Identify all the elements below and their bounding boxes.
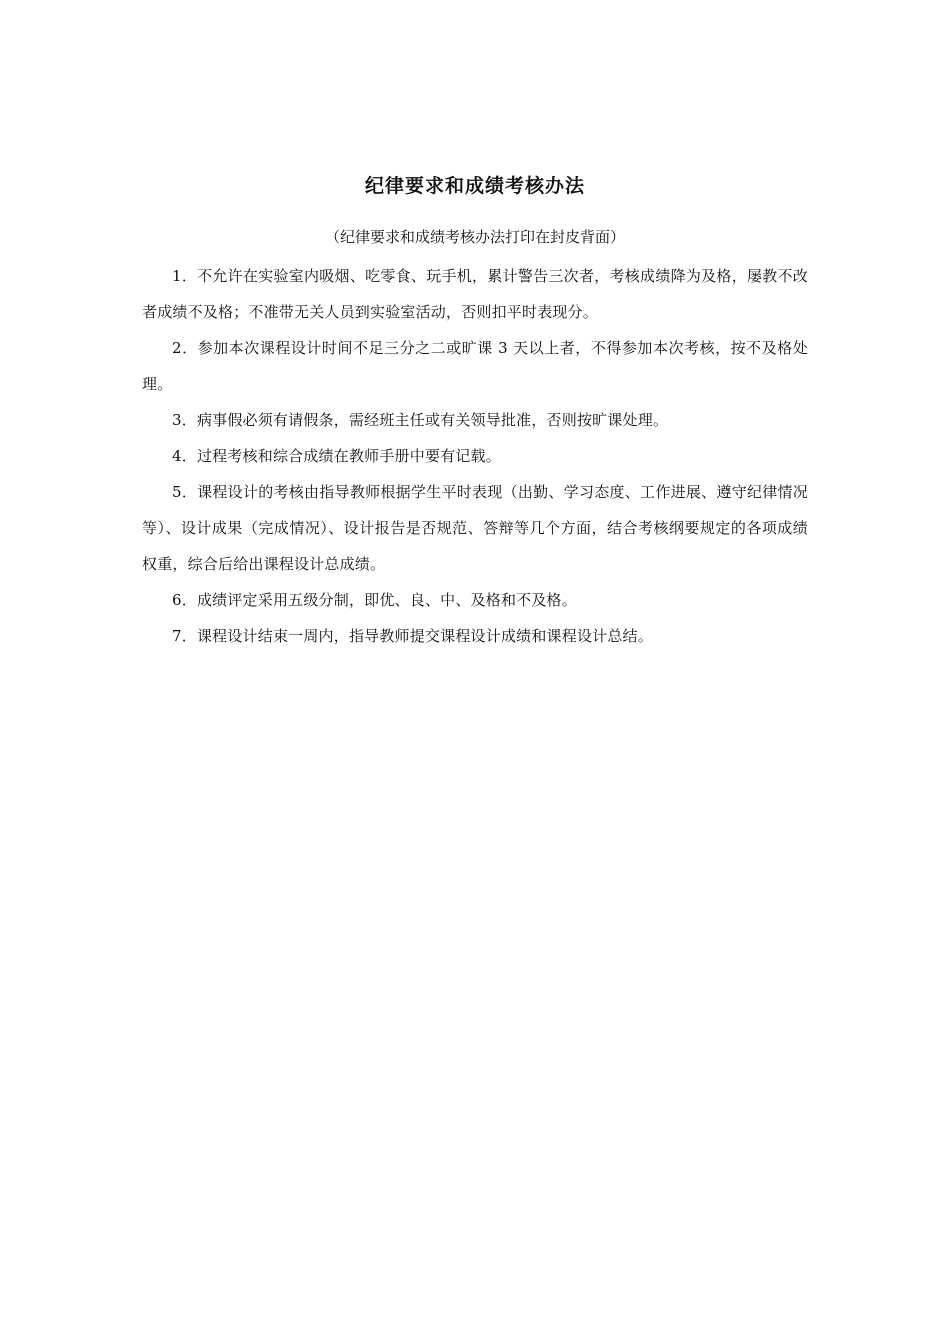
document-content [142, 168, 808, 654]
rule-item-3: 3．病事假必须有请假条，需经班主任或有关领导批准，否则按旷课处理。 [172, 411, 669, 429]
rule-item-4: 4．过程考核和综合成绩在教师手册中要有记载。 [172, 447, 501, 465]
rule-item-6: 6．成绩评定采用五级分制，即优、良、中、及格和不及格。 [172, 591, 577, 609]
document-subtitle: （纪律要求和成绩考核办法打印在封皮背面） [324, 228, 625, 246]
document-title: 纪律要求和成绩考核办法 [364, 175, 585, 197]
rule-item-7: 7．课程设计结束一周内，指导教师提交课程设计成绩和课程设计总结。 [172, 627, 653, 645]
rule-item-2: 2．参加本次课程设计时间不足三分之二或旷课 3 天以上者，不得参加本次考核，按不及格处理。 [142, 339, 808, 393]
rule-item-1: 1．不允许在实验室内吸烟、吃零食、玩手机，累计警告三次者，考核成绩降为及格，屡教不改者成绩不及格；不准带无关人员到实验室活动，否则扣平时表现分。 [142, 267, 808, 321]
rule-item-5: 5．课程设计的考核由指导教师根据学生平时表现（出勤、学习态度、工作进展、遵守纪律情况等）、设计成果（完成情况）、设计报告是否规范、答辩等几个方面，结合考核纲要规定的各项成绩权重，综合后给出课程设计总成绩。 [142, 483, 808, 573]
